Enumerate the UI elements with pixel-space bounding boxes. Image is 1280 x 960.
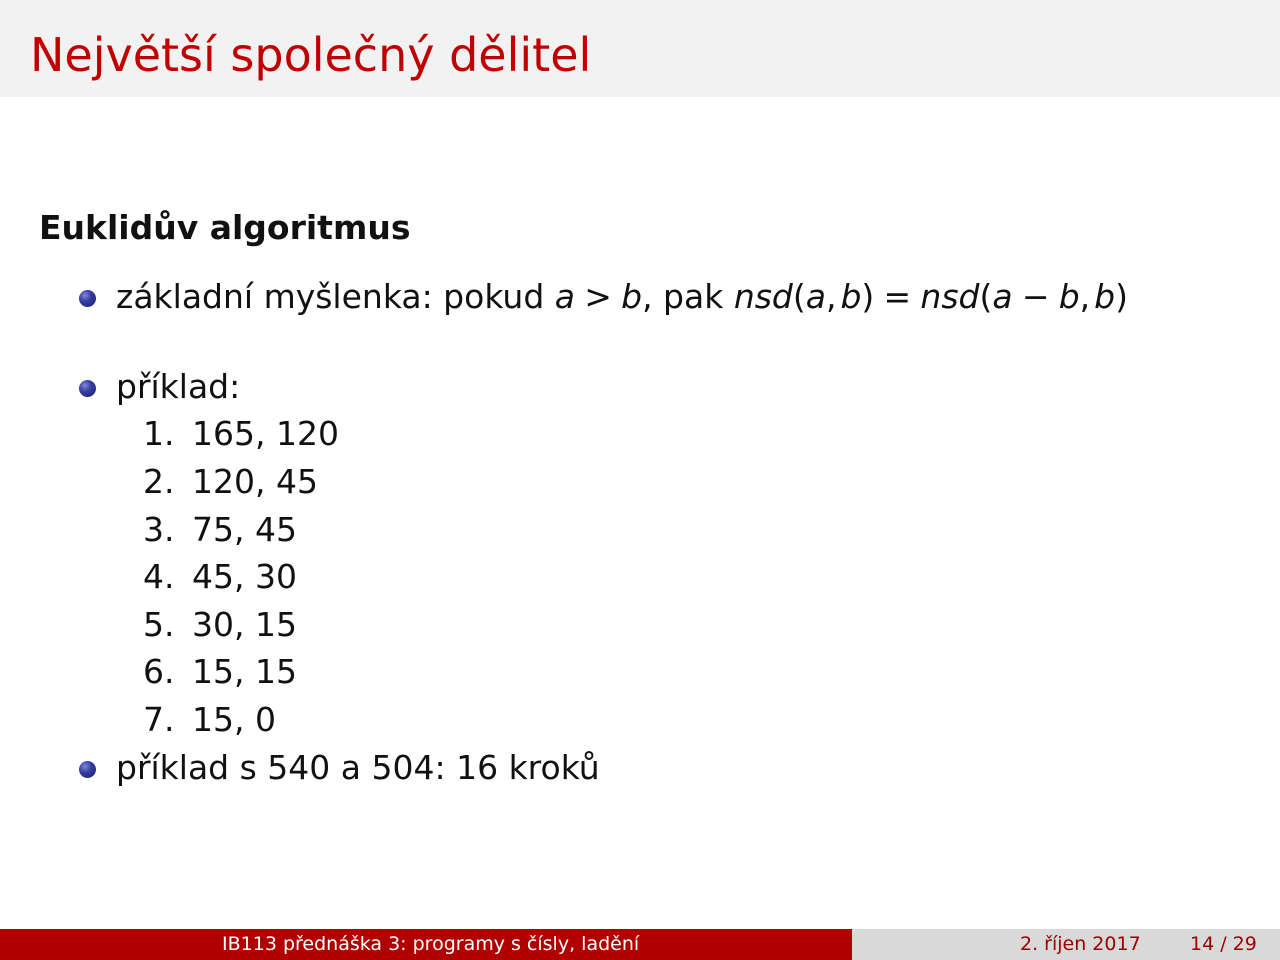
step-item <box>143 651 297 693</box>
math-rp: ) <box>1115 277 1128 316</box>
math-comma: , <box>826 277 837 316</box>
footer <box>0 929 1280 960</box>
math-fn: nsd <box>920 277 980 316</box>
math-comma: , <box>1079 277 1091 316</box>
step-value: 15, 15 <box>192 652 297 691</box>
step-value: 75, 45 <box>192 510 297 549</box>
step-number: 3. <box>143 510 175 549</box>
step-number: 1. <box>143 414 175 453</box>
idea-text: základní myšlenka: pokud <box>116 277 555 316</box>
step-item <box>143 413 339 455</box>
math-fn: nsd <box>733 277 793 316</box>
footer-left <box>0 929 852 960</box>
math-b: b <box>621 277 643 316</box>
footer-course: IB113 přednáška 3: programy s čísly, ladění <box>222 933 640 955</box>
step-value: 120, 45 <box>192 462 318 501</box>
bullet-icon <box>79 290 96 307</box>
step-value: 15, 0 <box>192 700 276 739</box>
math-a: a <box>992 277 1013 316</box>
math-b: b <box>1058 277 1080 316</box>
footer-date: 2. říjen 2017 <box>1020 933 1141 955</box>
step-value: 165, 120 <box>192 414 339 453</box>
step-item <box>143 461 318 503</box>
math-a: a <box>805 277 826 316</box>
math-eq: = <box>883 277 912 316</box>
step-item <box>143 604 297 646</box>
slide-title: Největší společný dělitel <box>30 28 592 82</box>
bullet-example-540: příklad s 540 a 504: 16 kroků <box>116 748 600 787</box>
step-value: 45, 30 <box>192 557 297 596</box>
block-title: Euklidův algoritmus <box>39 208 411 247</box>
math-rp: ) <box>861 277 875 316</box>
step-number: 2. <box>143 462 175 501</box>
step-number: 4. <box>143 557 175 596</box>
math-b: b <box>840 277 862 316</box>
title-bar <box>0 0 1280 97</box>
math-lp: ( <box>979 277 993 316</box>
step-item <box>143 699 276 741</box>
math-gt: > <box>584 277 612 316</box>
math-a: a <box>554 277 575 316</box>
footer-page-number: 14 / 29 <box>1190 933 1257 955</box>
step-item <box>143 509 297 551</box>
math-minus: − <box>1021 277 1050 316</box>
bullet-icon <box>79 761 96 778</box>
step-number: 5. <box>143 605 175 644</box>
bullet-example-label: příklad: <box>116 367 241 406</box>
math-sep: , pak <box>642 277 734 316</box>
step-number: 7. <box>143 700 175 739</box>
bullet-icon <box>79 380 96 397</box>
math-b: b <box>1094 277 1116 316</box>
math-lp: ( <box>792 277 806 316</box>
bullet-idea <box>116 276 1128 318</box>
step-item <box>143 556 297 598</box>
step-number: 6. <box>143 652 175 691</box>
step-value: 30, 15 <box>192 605 297 644</box>
